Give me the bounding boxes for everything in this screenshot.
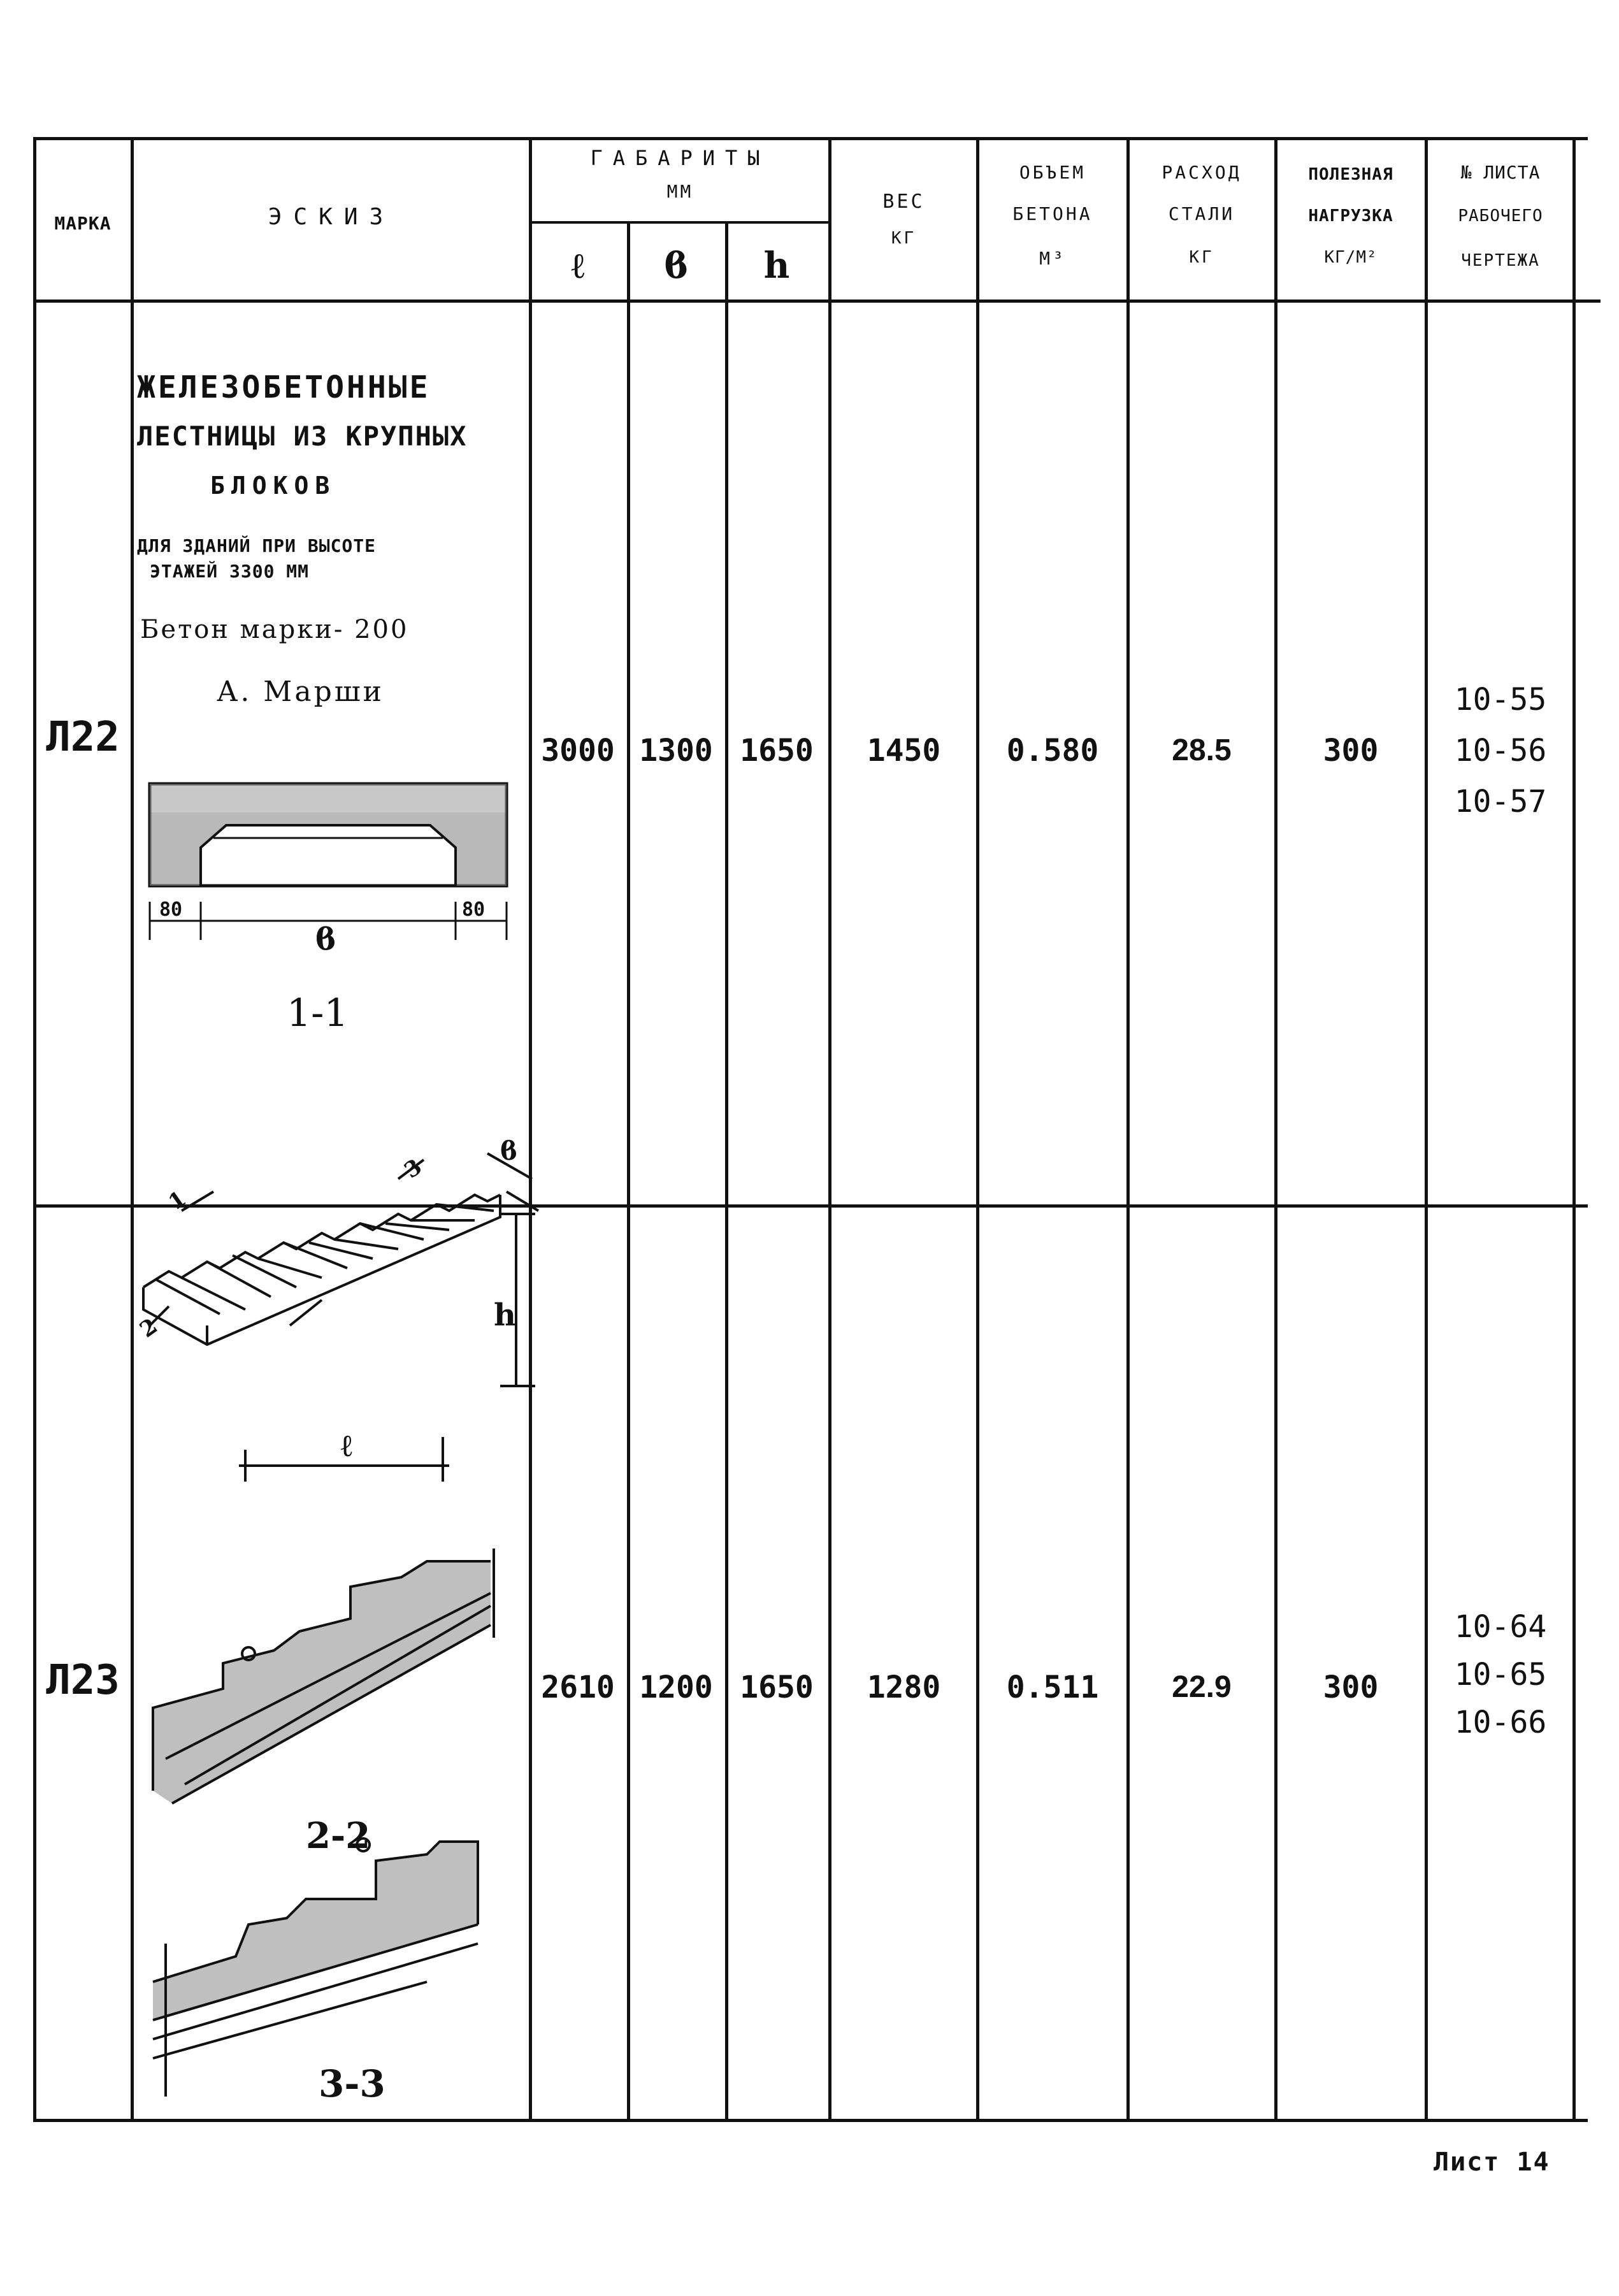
row-2-marka: Л23 xyxy=(46,1657,120,1704)
row-2-sheet-2: 10-65 xyxy=(1454,1657,1547,1693)
row-2-rashod: 22.9 xyxy=(1172,1670,1232,1704)
sheet-number: Лист 14 xyxy=(1434,2148,1550,2177)
row-1-ves: 1450 xyxy=(867,733,941,769)
col-line-2 xyxy=(529,137,532,2122)
dim-b-label: ϐ xyxy=(315,921,336,957)
header-ves-unit: КГ xyxy=(891,229,917,248)
header-ves: ВЕС xyxy=(882,191,925,213)
row-2-obem: 0.511 xyxy=(1006,1670,1099,1705)
row-2-l: 2610 xyxy=(541,1670,615,1705)
row-1-l: 3000 xyxy=(541,733,615,769)
header-list-2: РАБОЧЕГО xyxy=(1458,206,1543,226)
header-rashod-1: РАСХОД xyxy=(1162,162,1242,183)
row-1-obem: 0.580 xyxy=(1006,733,1099,769)
col-line-7 xyxy=(1126,137,1130,2122)
row-2-h: 1650 xyxy=(740,1670,814,1705)
col-line-0 xyxy=(33,137,36,2122)
header-marka: МАРКА xyxy=(54,213,112,234)
header-dim-b: ϐ xyxy=(664,245,688,287)
col-line-9 xyxy=(1425,137,1428,2122)
table-bottom-border xyxy=(33,2119,1588,2122)
header-dim-h: h xyxy=(763,245,790,287)
col-line-8 xyxy=(1274,137,1277,2122)
col-line-6 xyxy=(976,137,979,2122)
table-top-border xyxy=(33,137,1588,140)
intro-section-a: А. Марши xyxy=(217,675,384,708)
row-1-marka: Л22 xyxy=(46,714,120,761)
header-obem-unit: М³ xyxy=(1039,248,1066,269)
col-line-1 xyxy=(131,137,134,2122)
intro-title-line-3: БЛОКОВ xyxy=(210,472,336,500)
cut-mark-1: 1 xyxy=(164,1186,191,1216)
intro-sub-line-2: ЭТАЖЕЙ 3300 ММ xyxy=(150,561,310,582)
col-line-4 xyxy=(725,221,728,2122)
row-1-sheet-1: 10-55 xyxy=(1454,682,1547,718)
row-2-ves: 1280 xyxy=(867,1670,941,1705)
header-nagruzka-1: ПОЛЕЗНАЯ xyxy=(1308,165,1393,184)
row-2-sheet-3: 10-66 xyxy=(1454,1705,1547,1740)
intro-concrete: Бетон марки- 200 xyxy=(140,615,409,644)
dim-80-right: 80 xyxy=(462,899,486,921)
intro-title-line-2: ЛЕСТНИЦЫ ИЗ КРУПНЫХ xyxy=(137,421,468,452)
section-3-3-label: 3-3 xyxy=(319,2062,385,2105)
row-2-nagruzka: 300 xyxy=(1323,1670,1379,1705)
header-bottom-border xyxy=(33,300,1601,303)
header-list-1: № ЛИСТА xyxy=(1460,162,1541,183)
header-dim-l: ℓ xyxy=(571,245,585,287)
header-rashod-2: СТАЛИ xyxy=(1168,203,1235,224)
sketch-section-1-1 xyxy=(137,765,519,1071)
gabarity-subheader-line xyxy=(529,221,831,224)
iso-dim-b: ϐ xyxy=(500,1136,517,1166)
dim-80-left: 80 xyxy=(159,899,183,921)
row-1-nagruzka: 300 xyxy=(1323,733,1379,769)
row-1-sheet-3: 10-57 xyxy=(1454,784,1547,819)
row-1-h: 1650 xyxy=(740,733,814,769)
intro-sub-line-1: ДЛЯ ЗДАНИЙ ПРИ ВЫСОТЕ xyxy=(137,535,377,556)
row-1-b: 1300 xyxy=(639,733,713,769)
header-nagruzka-unit: КГ/М² xyxy=(1324,248,1378,267)
iso-dim-h: h xyxy=(494,1297,516,1333)
header-rashod-unit: КГ xyxy=(1189,248,1214,267)
header-obem-2: БЕТОНА xyxy=(1012,203,1093,224)
sketch-section-2-2 xyxy=(147,1549,510,1857)
header-obem-1: ОБЪЕМ xyxy=(1019,162,1086,183)
row-1-rashod: 28.5 xyxy=(1172,733,1232,767)
col-line-5 xyxy=(828,137,831,2122)
intro-title-line-1: ЖЕЛЕЗОБЕТОННЫЕ xyxy=(137,370,431,405)
header-list-3: ЧЕРТЕЖА xyxy=(1461,251,1540,270)
iso-dim-l: ℓ xyxy=(341,1428,352,1464)
cut-mark-2: 2 xyxy=(135,1313,162,1343)
col-line-10 xyxy=(1572,137,1576,2122)
section-1-1-label: 1-1 xyxy=(287,991,349,1036)
header-nagruzka-2: НАГРУЗКА xyxy=(1308,206,1393,226)
header-gabarity-unit: ММ xyxy=(666,181,694,202)
sketch-isometric-flight xyxy=(131,1134,538,1529)
header-eskiz: ЭСКИЗ xyxy=(268,204,395,230)
cut-mark-3: 3 xyxy=(399,1154,427,1184)
section-2-2-label: 2-2 xyxy=(306,1815,371,1857)
row-2-sheet-1: 10-64 xyxy=(1454,1609,1547,1645)
col-line-3 xyxy=(627,221,630,2122)
sketch-section-3-3 xyxy=(147,1829,510,2109)
row-1-sheet-2: 10-56 xyxy=(1454,733,1547,769)
header-gabarity: ГАБАРИТЫ xyxy=(590,146,770,170)
row-2-b: 1200 xyxy=(639,1670,713,1705)
